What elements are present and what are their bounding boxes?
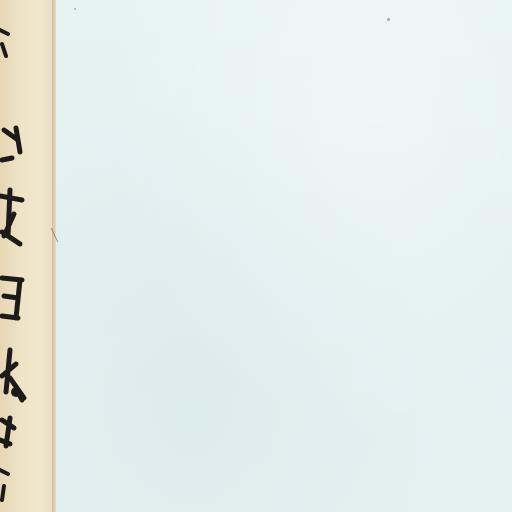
paper-speck [387, 18, 390, 21]
blue-paper-sheet [54, 0, 512, 512]
calligraphy-strokes [0, 0, 56, 512]
paper-speck [74, 8, 76, 10]
calligraphy-strip [0, 0, 56, 512]
strip-edge-shadow [52, 0, 56, 512]
